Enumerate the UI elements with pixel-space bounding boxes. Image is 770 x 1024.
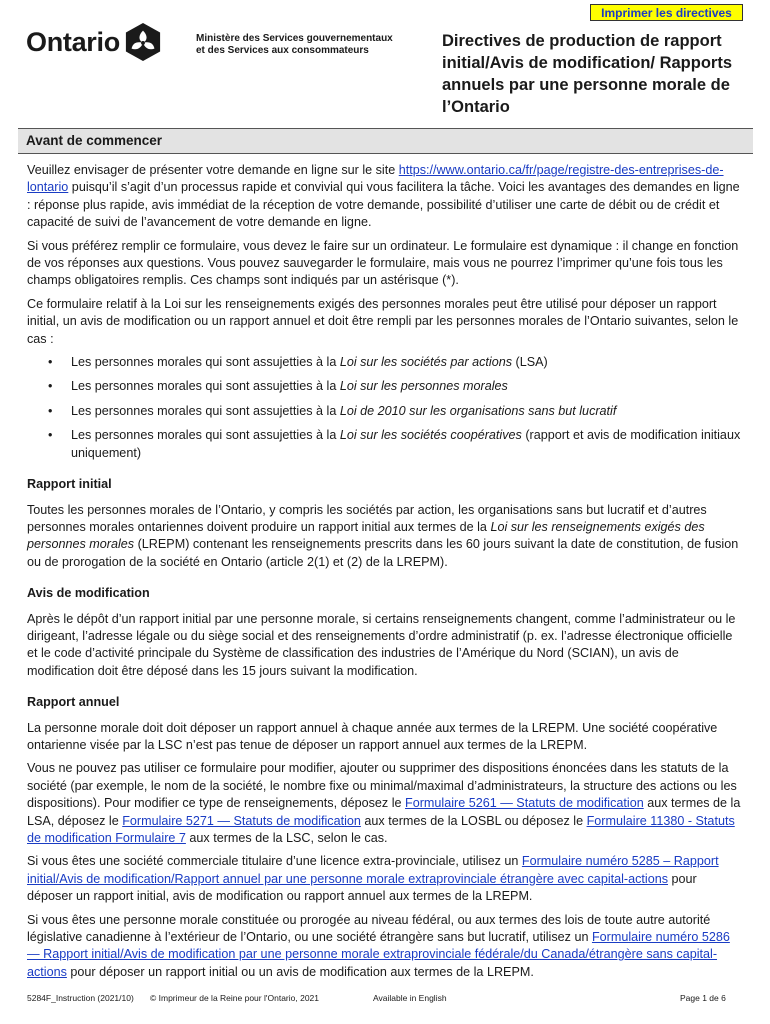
text: aux termes de la LSA, déposez le xyxy=(27,796,741,828)
text: Les personnes morales qui sont assujetties à la xyxy=(71,428,340,443)
text: (LSA) xyxy=(512,355,548,370)
text: Les personnes morales qui sont assujetties à la xyxy=(71,403,340,418)
form-id: 5284F_Instruction (2021/10) xyxy=(27,993,134,1003)
logo-text: Ontario xyxy=(26,26,120,57)
rapport-annuel-heading: Rapport annuel xyxy=(27,695,120,710)
intro-paragraph-3: Ce formulaire relatif à la Loi sur les renseignements exigés des personnes morales peut être utilisé pour déposer un rapport initial, un avis de modification ou un rapport annuel et doit être rempli par les personnes morales de l’Ontario suivantes, selon le cas : xyxy=(27,296,739,346)
text: aux termes de la LOSBL ou déposez le xyxy=(360,813,587,828)
list-item xyxy=(27,354,743,371)
list-item xyxy=(27,403,743,420)
law-name: Loi de 2010 sur les organisations sans but lucratif xyxy=(339,403,617,418)
rapport-annuel-paragraph-1: La personne morale doit doit déposer un rapport annuel à chaque année aux termes de la LREPM. Une société coopérative ontarienne visée par la LSC n’est pas tenue de déposer un rapport annuel aux termes de la LREPM. xyxy=(27,720,718,752)
rapport-initial-paragraph xyxy=(27,502,743,572)
rapport-annuel-paragraph-4 xyxy=(27,912,743,982)
form-5271-link[interactable]: Formulaire 5271 — Statuts de modification xyxy=(122,813,361,828)
page-number: Page 1 de 6 xyxy=(680,993,726,1003)
form-5261-link[interactable]: Formulaire 5261 — Statuts de modification xyxy=(405,796,644,811)
text: Les personnes morales qui sont assujetties à la xyxy=(71,355,340,370)
copyright: © Imprimeur de la Reine pour l'Ontario, 2021 xyxy=(150,993,319,1003)
intro-paragraph-2: Si vous préférez remplir ce formulaire, vous devez le faire sur un ordinateur. Le formulaire est dynamique : il change en fonction de vos réponses aux questions. Vous pouvez sauvegarder le formulaire, mais vous ne pourrez l’imprimer qu’une fois tous les champs obligatoires remplis. Ces champs sont indiqués par un astérisque (*). xyxy=(27,238,739,288)
text: (rapport et avis de modification initiaux uniquement) xyxy=(71,428,741,460)
list-item xyxy=(27,378,743,395)
print-instructions-button[interactable]: Imprimer les directives xyxy=(590,4,743,21)
form-5285-link[interactable]: Formulaire numéro 5285 – Rapport initial/Avis de modification/Rapport annuel par une personne morale extraprovinciale étrangère avec capital-actions xyxy=(27,854,719,886)
form-5286-link[interactable]: Formulaire numéro 5286 — Rapport initial/Avis de modification par une personne morale extraprovinciale fédérale/du Canada/étrangère sans capital-actions xyxy=(27,930,730,979)
text: Si vous êtes une société commerciale titulaire d’une licence extra-provinciale, utilisez un xyxy=(27,854,522,869)
law-name: Loi sur les renseignements exigés des personnes morales xyxy=(27,519,705,552)
ministry-line-1: Ministère des Services gouvernementaux xyxy=(196,33,393,44)
ministry-line-2: et des Services aux consommateurs xyxy=(196,45,369,56)
text: pour déposer un rapport initial ou un avis de modification aux termes de la LREPM. xyxy=(66,964,534,979)
rapport-annuel-paragraph-2 xyxy=(27,760,743,847)
law-name: Loi sur les sociétés par actions xyxy=(339,355,513,370)
ontario-registry-link[interactable]: https://www.ontario.ca/fr/page/registre-des-entreprises-de-lontario xyxy=(27,163,724,195)
text: (LREPM) contenant les renseignements prescrits dans les 60 jours suivant la date de constitution, de fusion ou de prorogation de la société en Ontario (article 2(1) et (2) de la LREPM). xyxy=(27,537,739,569)
page-title: Directives de production de rapport initial/Avis de modification/ Rapports annuels par une personne morale de l’Ontario xyxy=(442,32,733,116)
applicable-laws-list xyxy=(27,354,743,462)
rapport-initial-heading: Rapport initial xyxy=(27,477,112,492)
available-in-english: Available in English xyxy=(373,993,447,1003)
avis-paragraph: Après le dépôt d’un rapport initial par une personne morale, si certains renseignements changent, comme l’administrateur ou le dirigeant, l’adresse légale ou du siège social et des renseignements d’ordre administratif (p. ex. l’adresse électronique officielle et le code d’activité principale du Système de classification des industries de l’Amérique du Nord (SCIAN), un avis de modification doit être déposé dans les 15 jours suivant la modification. xyxy=(27,611,736,678)
intro-paragraph-1 xyxy=(27,162,743,232)
text: Veuillez envisager de présenter votre demande en ligne sur le site xyxy=(27,163,399,177)
trillium-icon xyxy=(124,22,162,62)
text: puisqu’il s’agit d’un processus rapide et convivial qui vous facilitera la tâche. Voici les avantages des demandes en ligne : réponse plus rapide, avis immédiat de la réception de votre demande, possibilité d’utiliser une carte de débit ou de crédit et capacité de suivi de l’avancement de votre demande en ligne. xyxy=(27,180,740,230)
text: Les personnes morales qui sont assujetties à la xyxy=(71,379,340,394)
ontario-logo xyxy=(26,22,162,62)
text: Vous ne pouvez pas utiliser ce formulaire pour modifier, ajouter ou supprimer des dispositions énoncées dans les statuts de la société (par exemple, le nom de la société, le nombre fixe ou minimal/maximal d’administrateurs, la structure des actions ou les dispositions). Pour modifier ce type de renseignements, déposez le xyxy=(27,761,737,811)
text: Si vous êtes une personne morale constituée ou prorogée au niveau fédéral, ou aux termes des lois de toute autre autorité législative canadienne à l’extérieur de l’Ontario, ou une société étrangère sans but lucratif, utilisez un xyxy=(27,912,711,945)
ministry-name xyxy=(196,33,436,57)
avis-heading: Avis de modification xyxy=(27,586,150,601)
form-11380-link[interactable]: Formulaire 11380 - Statuts de modification Formulaire 7 xyxy=(27,813,735,845)
text: pour déposer un rapport initial, avis de modification ou rapport annuel aux termes de la LREPM. xyxy=(27,871,697,904)
law-name: Loi sur les personnes morales xyxy=(339,379,508,394)
law-name: Loi sur les sociétés coopératives xyxy=(339,428,522,443)
section-header xyxy=(18,128,753,154)
instructions-body xyxy=(27,162,743,987)
text: Toutes les personnes morales de l’Ontario, y compris les sociétés par action, les organisations sans but lucratif et d’autres personnes morales ontariennes doivent produire un rapport initial aux termes de la xyxy=(27,502,707,534)
list-item xyxy=(27,427,743,462)
text: aux termes de la LSC, selon le cas. xyxy=(185,831,388,845)
section-title: Avant de commencer xyxy=(26,133,163,148)
rapport-annuel-paragraph-3 xyxy=(27,853,743,905)
